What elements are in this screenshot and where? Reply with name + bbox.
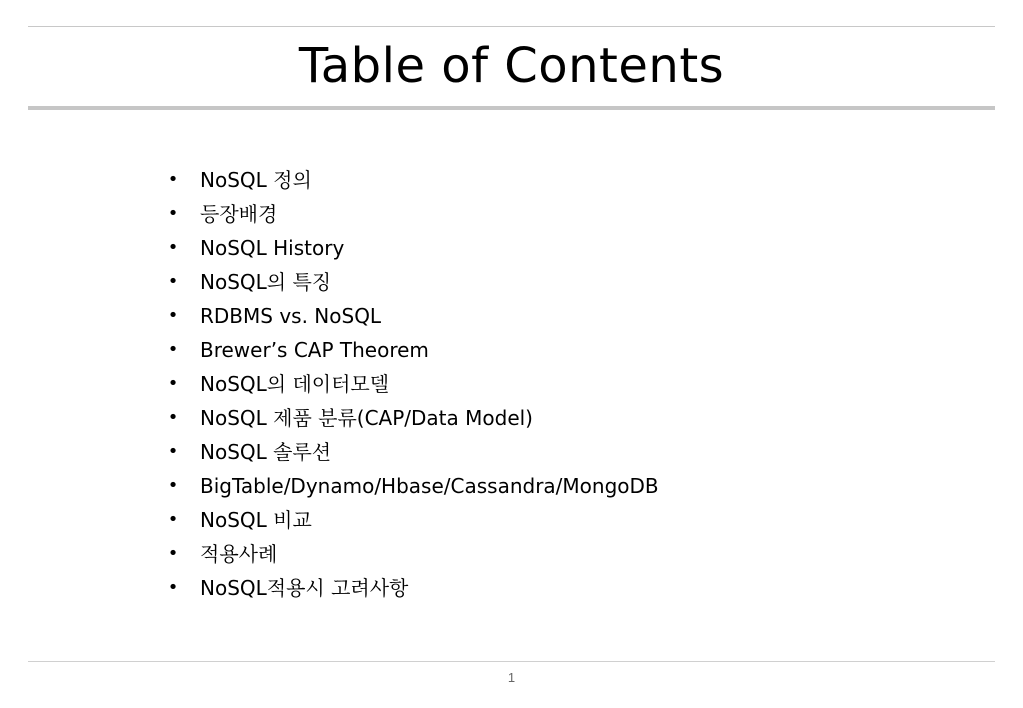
list-item-label: 적용사례 (200, 542, 278, 566)
list-item-label: NoSQL 정의 (200, 168, 312, 192)
list-item-label: BigTable/Dynamo/Hbase/Cassandra/MongoDB (200, 474, 659, 498)
page-title: Table of Contents (298, 38, 725, 94)
list-item-label: RDBMS vs. NoSQL (200, 304, 382, 328)
list-item (166, 299, 659, 333)
bullet-icon: • (167, 271, 179, 292)
table-of-contents-list (166, 163, 659, 605)
list-item-label: NoSQL 제품 분류(CAP/Data Model) (200, 406, 533, 430)
bullet-icon: • (167, 203, 179, 224)
bullet-icon: • (167, 475, 179, 496)
list-item (166, 197, 659, 231)
footer-divider (28, 661, 995, 662)
list-item (166, 469, 659, 503)
bullet-icon: • (167, 543, 179, 564)
list-item-label: NoSQL History (200, 236, 345, 260)
bullet-icon: • (167, 305, 179, 326)
bullet-icon: • (167, 373, 179, 394)
list-item (166, 367, 659, 401)
bullet-icon: • (167, 169, 179, 190)
bullet-icon: • (167, 237, 179, 258)
page-number: 1 (507, 670, 516, 685)
list-item-label: 등장배경 (200, 202, 278, 226)
top-divider (28, 26, 995, 27)
list-item (166, 265, 659, 299)
bullet-icon: • (167, 441, 179, 462)
bullet-icon: • (167, 509, 179, 530)
list-item-label: NoSQL적용시 고려사항 (200, 576, 409, 600)
list-item-label: Brewer’s CAP Theorem (200, 338, 429, 362)
list-item (166, 537, 659, 571)
list-item-label: NoSQL의 특징 (200, 270, 332, 294)
bullet-icon: • (167, 339, 179, 360)
list-item-label: NoSQL 솔루션 (200, 440, 332, 464)
bullet-icon: • (167, 577, 179, 598)
title-underline (28, 106, 995, 110)
list-item-label: NoSQL의 데이터모델 (200, 372, 390, 396)
list-item (166, 163, 659, 197)
list-item (166, 401, 659, 435)
list-item (166, 571, 659, 605)
list-item (166, 503, 659, 537)
list-item (166, 435, 659, 469)
list-item-label: NoSQL 비교 (200, 508, 312, 532)
bullet-icon: • (167, 407, 179, 428)
list-item (166, 333, 659, 367)
list-item (166, 231, 659, 265)
